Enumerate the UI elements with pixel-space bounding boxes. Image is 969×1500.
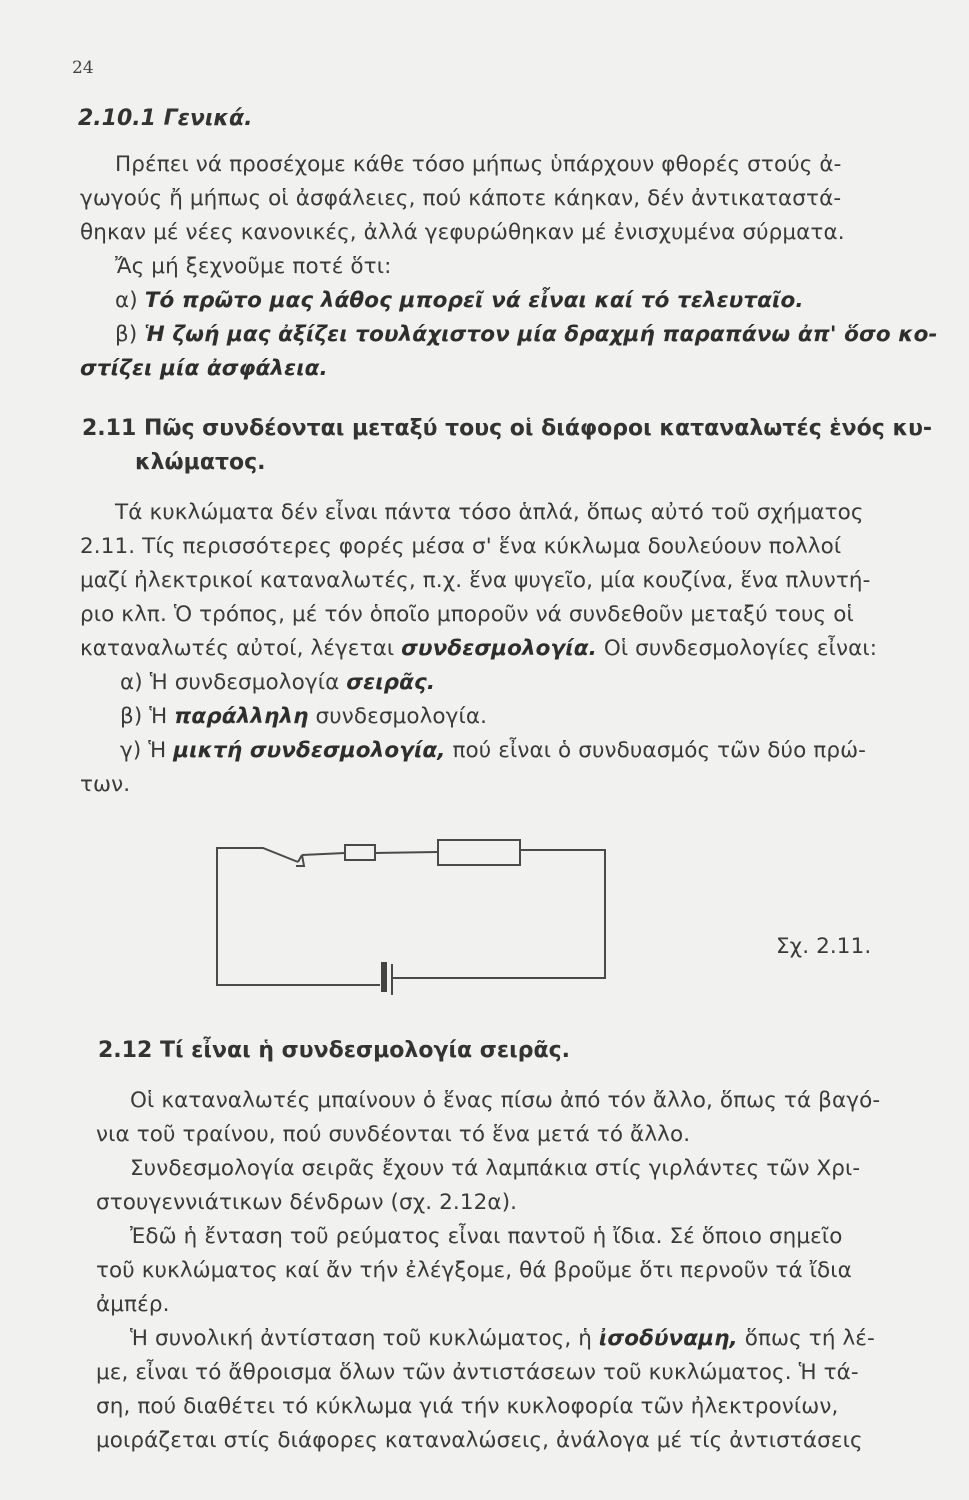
text-line: με, εἶναι τό ἄθροισμα ὅλων τῶν ἀντιστάσεων τοῦ κυκλώματος. Ἡ τά- <box>96 1360 859 1385</box>
text: συνδεσμολογία. <box>308 704 488 729</box>
text: πού εἶναι ὁ συνδυασμός τῶν δύο πρώ- <box>445 738 867 763</box>
text: α) Ἡ συνδεσμολογία <box>120 670 347 695</box>
text-line: Πρέπει νά προσέχομε κάθε τόσο μήπως ὑπάρχουν φθορές στούς ἀ- <box>115 152 842 177</box>
section-heading-2-10-1: 2.10.1 Γενικά. <box>78 106 253 131</box>
page-number: 24 <box>72 58 94 78</box>
text-line: 2.11. Τίς περισσότερες φορές μέσα σ' ἕνα κύκλωμα δουλεύουν πολλοί <box>80 534 842 559</box>
emphasis: παράλληλη <box>174 704 309 729</box>
text-line: ἀμπέρ. <box>96 1292 170 1317</box>
section-heading-2-11: 2.11 Πῶς συνδέονται μεταξύ τους οἱ διάφοροι καταναλωτές ἑνός κυ- <box>82 416 933 441</box>
text-line: Συνδεσμολογία σειρᾶς ἔχουν τά λαμπάκια στίς γιρλάντες τῶν Χρι- <box>130 1156 861 1181</box>
text: γ) Ἡ <box>120 738 174 763</box>
emphasis: συνδεσμολογία. <box>401 636 597 661</box>
battery-negative-plate <box>381 962 387 992</box>
section-heading-2-11-cont: κλώματος. <box>135 450 266 475</box>
text-line: στουγεννιάτικων δένδρων (σχ. 2.12α). <box>96 1190 518 1215</box>
circuit-wire <box>392 850 605 978</box>
text-line: Ἄς μή ξεχνοῦμε ποτέ ὅτι: <box>115 254 392 279</box>
text-line: Οἱ καταναλωτές μπαίνουν ὁ ἕνας πίσω ἀπό τόν ἄλλο, ὅπως τά βαγό- <box>130 1088 881 1113</box>
circuit-wire <box>375 852 438 853</box>
section-heading-2-12: 2.12 Τί εἶναι ἡ συνδεσμολογία σειρᾶς. <box>98 1038 571 1063</box>
emphasis: σειρᾶς. <box>346 670 436 695</box>
figure-caption: Σχ. 2.11. <box>776 934 872 959</box>
text-line: Τά κυκλώματα δέν εἶναι πάντα τόσο ἁπλά, ὅπως αὐτό τοῦ σχήματος <box>115 500 864 525</box>
text-line: Ἐδῶ ἡ ἔνταση τοῦ ρεύματος εἶναι παντοῦ ἡ ἴδια. Σέ ὅποιο σημεῖο <box>130 1224 843 1249</box>
emphasis: Τό πρῶτο μας λάθος μπορεῖ νά εἶναι καί τό τελευταῖο. <box>144 288 804 313</box>
text-line: στίζει μία ἀσφάλεια. <box>80 356 328 381</box>
list-prefix: β) <box>115 322 138 347</box>
text: Οἱ συνδεσμολογίες εἶναι: <box>596 636 878 661</box>
circuit-wire <box>302 853 345 855</box>
text-line: μοιράζεται στίς διάφορες καταναλώσεις, ἀνάλογα μέ τίς ἀντιστάσεις <box>96 1428 863 1453</box>
text-line: νια τοῦ τραίνου, πού συνδέονται τό ἕνα μετά τό ἄλλο. <box>96 1122 691 1147</box>
text-line: ριο κλπ. Ὁ τρόπος, μέ τόν ὁποῖο μποροῦν νά συνδεθοῦν μεταξύ τους οἱ <box>80 602 854 627</box>
emphasis: ἰσοδύναμη, <box>598 1326 738 1351</box>
text-line: γωγούς ἤ μήπως οἱ ἀσφάλειες, πού κάποτε κάηκαν, δέν ἀντικαταστά- <box>80 186 842 211</box>
text-line: μαζί ἠλεκτρικοί καταναλωτές, π.χ. ἕνα ψυγεῖο, μία κουζίνα, ἕνα πλυντή- <box>80 568 871 593</box>
text: β) Ἡ <box>120 704 175 729</box>
circuit-wire <box>217 848 380 985</box>
resistor-icon <box>438 840 520 865</box>
list-prefix: α) <box>115 288 138 313</box>
emphasis: Ἡ ζωή μας ἀξίζει τουλάχιστον μία δραχμή παραπάνω ἀπ' ὅσο κο- <box>144 322 938 347</box>
text: καταναλωτές αὐτοί, λέγεται <box>80 636 402 661</box>
text-line: των. <box>80 772 131 797</box>
text-line: τοῦ κυκλώματος καί ἄν τήν ἐλέγξομε, θά βροῦμε ὅτι περνοῦν τά ἴδια <box>96 1258 852 1283</box>
text-line <box>130 1326 875 1351</box>
text-line: ση, πού διαθέτει τό κύκλωμα γιά τήν κυκλοφορία τῶν ἠλεκτρονίων, <box>96 1394 839 1419</box>
text: ὅπως τή λέ- <box>737 1326 875 1351</box>
text-line: θηκαν μέ νέες κανονικές, ἀλλά γεφυρώθηκαν μέ ἐνισχυμένα σύρματα. <box>80 220 845 245</box>
text: Ἡ συνολική ἀντίσταση τοῦ κυκλώματος, ἡ <box>130 1326 599 1351</box>
emphasis: μικτή συνδεσμολογία, <box>173 738 446 763</box>
fuse-icon <box>345 845 375 860</box>
